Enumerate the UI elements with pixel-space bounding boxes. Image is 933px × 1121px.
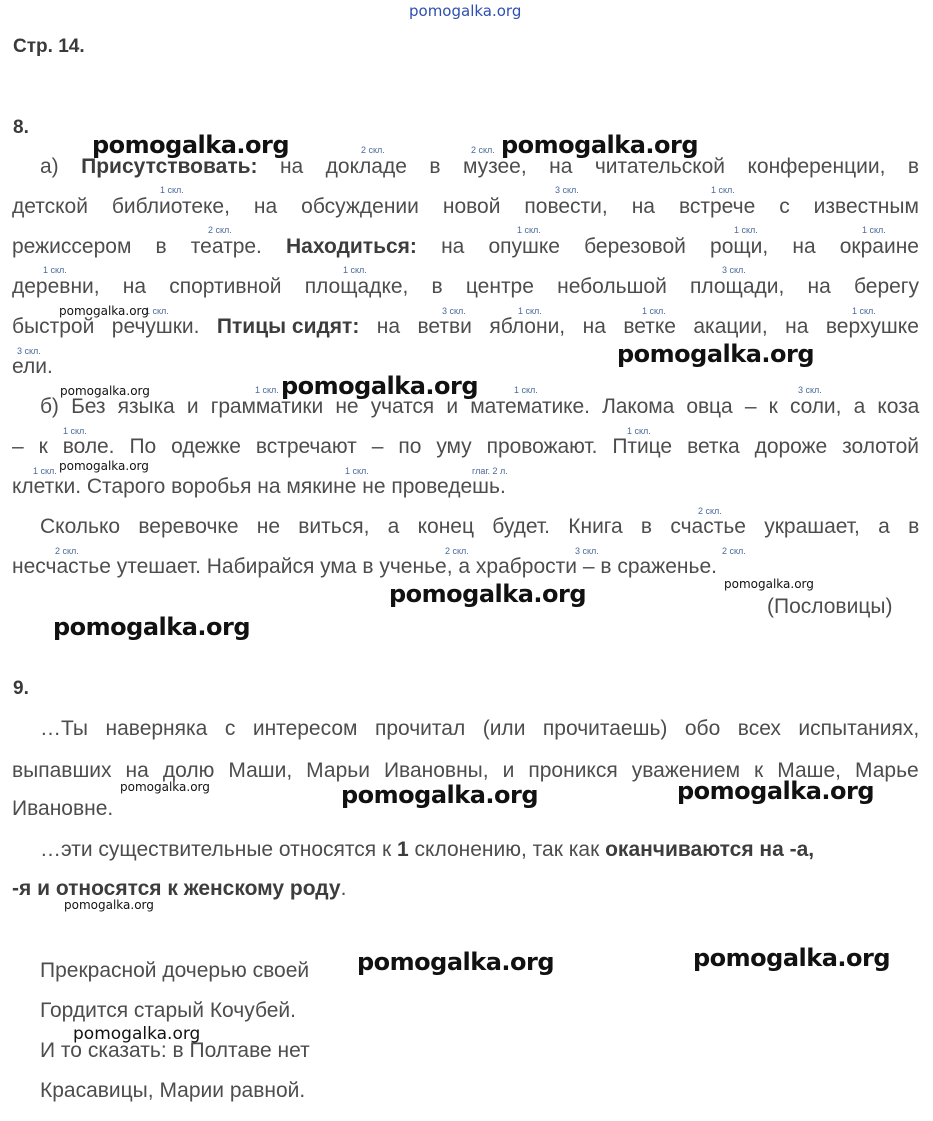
watermark: pomogalka.org — [617, 340, 815, 368]
watermark: pomogalka.org — [64, 898, 154, 912]
declension-note: 1 скл. — [518, 306, 542, 316]
watermark: pomogalka.org — [92, 131, 290, 159]
task8-line-5: быстрой речушки. Птицы сидят: на ветви яблони, на ветке акации, на верхушке — [12, 315, 919, 338]
watermark: pomogalka.org — [693, 944, 891, 972]
watermark: pomogalka.org — [341, 781, 539, 809]
declension-note: 1 скл. — [145, 306, 169, 316]
watermark: pomogalka.org — [120, 780, 210, 794]
task9-p1-line-2: выпавших на долю Маши, Марьи Ивановны, и проникся уважением к Маше, Марье — [12, 759, 919, 782]
poem-line-3: И то сказать: в Полтаве нет — [40, 1039, 310, 1062]
watermark: pomogalka.org — [73, 1024, 201, 1044]
declension-note: 3 скл. — [17, 346, 41, 356]
declension-note: 3 скл. — [798, 385, 822, 395]
declension-note: 1 скл. — [160, 185, 184, 195]
site-watermark-top: pomogalka.org — [409, 2, 522, 20]
watermark: pomogalka.org — [59, 459, 149, 473]
watermark: pomogalka.org — [281, 372, 479, 400]
declension-note: 1 скл. — [627, 426, 651, 436]
poem-line-4: Красавицы, Марии равной. — [40, 1079, 306, 1102]
declension-note: глаг. 2 л. — [472, 466, 508, 476]
task9-p1-line-3: Ивановне. — [12, 797, 114, 820]
declension-note: 2 скл. — [445, 546, 469, 556]
watermark: pomogalka.org — [60, 384, 150, 398]
task8-line-3: режиссером в театре. Находиться: на опушке березовой рощи, на окраине — [12, 235, 919, 258]
declension-note: 1 скл. — [255, 385, 279, 395]
task8-line-4: деревни, на спортивной площадке, в центре небольшой площади, на берегу — [12, 275, 919, 298]
declension-note: 1 скл. — [63, 426, 87, 436]
declension-note: 1 скл. — [734, 225, 758, 235]
declension-note: 2 скл. — [208, 225, 232, 235]
declension-note: 1 скл. — [711, 185, 735, 195]
task8-line-6: ели. — [12, 355, 53, 378]
declension-note: 1 скл. — [345, 466, 369, 476]
watermark: pomogalka.org — [677, 777, 875, 805]
task8-line-2: детской библиотеке, на обсуждении новой повести, на встрече с известным — [12, 195, 919, 218]
task9-p2-line-1: …эти существительные относятся к 1 склонению, так как оканчиваются на -а, — [40, 838, 815, 861]
declension-note: 2 скл. — [55, 546, 79, 556]
task-8-number: 8. — [13, 117, 29, 138]
watermark: pomogalka.org — [724, 577, 814, 591]
task9-p1-line-1: …Ты наверняка с интересом прочитал (или прочитаешь) обо всех испытаниях, — [40, 717, 920, 740]
declension-note: 1 скл. — [862, 225, 886, 235]
declension-note: 3 скл. — [575, 546, 599, 556]
declension-note: 2 скл. — [361, 145, 385, 155]
watermark: pomogalka.org — [501, 131, 699, 159]
watermark: pomogalka.org — [357, 948, 555, 976]
declension-note: 2 скл. — [722, 546, 746, 556]
poem-line-2: Гордится старый Кочубей. — [40, 999, 296, 1022]
declension-note: 1 скл. — [343, 265, 367, 275]
task8-line-1: а) Присутствовать: на докладе в музее, на читательской конференции, в — [40, 155, 919, 178]
declension-note: 1 скл. — [43, 265, 67, 275]
declension-note: 3 скл. — [442, 306, 466, 316]
declension-note: 2 скл. — [471, 145, 495, 155]
proverbs-source: (Пословицы) — [767, 595, 893, 618]
task8-line-8: – к воле. По одежке встречают – по уму провожают. Птице ветка дороже золотой — [12, 435, 919, 458]
task-9-number: 9. — [13, 678, 29, 699]
declension-note: 3 скл. — [722, 265, 746, 275]
declension-note: 3 скл. — [555, 185, 579, 195]
task8-line-7: б) Без языка и грамматики не учатся и математике. Лакома овца – к соли, а коза — [40, 395, 920, 418]
declension-note: 1 скл. — [514, 385, 538, 395]
poem-line-1: Прекрасной дочерью своей — [40, 959, 310, 982]
task8-line-10: Сколько веревочке не виться, а конец будет. Книга в счастье украшает, а в — [40, 515, 920, 538]
declension-note: 1 скл. — [33, 466, 57, 476]
watermark: pomogalka.org — [389, 580, 587, 608]
task8-line-11: несчастье утешает. Набирайся ума в ученье, а храбрости – в сраженье. — [12, 555, 717, 578]
declension-note: 2 скл. — [698, 506, 722, 516]
task8-line-9: клетки. Старого воробья на мякине не проведешь. — [12, 475, 506, 498]
task9-p2-line-2: -я и относятся к женскому роду. — [12, 877, 347, 900]
declension-note: 1 скл. — [642, 306, 666, 316]
declension-note: 1 скл. — [852, 306, 876, 316]
watermark: pomogalka.org — [53, 613, 251, 641]
declension-note: 1 скл. — [517, 225, 541, 235]
page-number: Стр. 14. — [13, 36, 85, 57]
watermark: pomogalka.org — [59, 304, 149, 318]
